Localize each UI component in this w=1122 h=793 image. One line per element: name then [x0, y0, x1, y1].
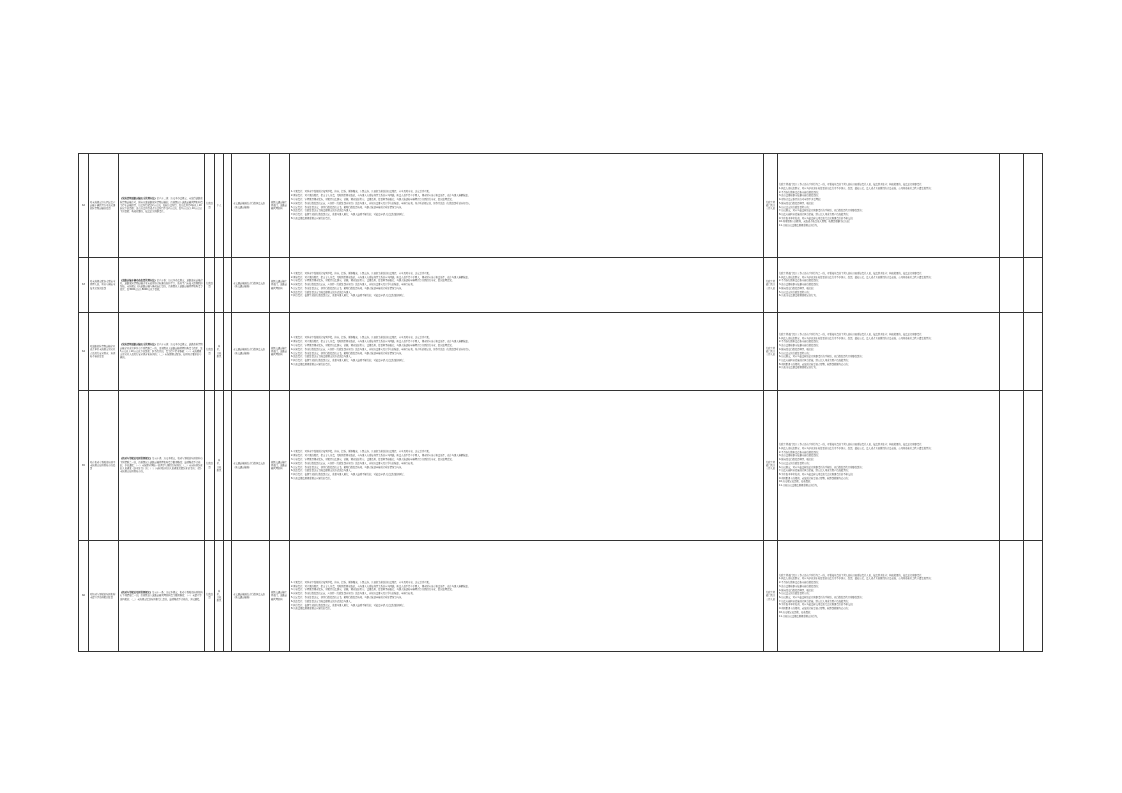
item-name: 对在机动车驾驶员培训中未按规定使用教练车的处罚 [89, 391, 119, 541]
accountability-item: 4.擅自改变行政处罚种类、幅度的； [779, 286, 816, 290]
basis-text: 第五十一条：违反本规定，机动车驾驶员培训机构有下列情形之一的，由县级以上道路运输管理机构责令限期整改：（一）未建立学员档案的；（二）未按规定报送培训相关信息的。逾期整改不合格的，予以通报。 [120, 591, 203, 601]
responsibility-item: 5.决定责任：作出处罚决定，制作行政处罚决定书，载明行政处罚告知、当事人陈述申辩或者听证情况等内容。 [291, 465, 404, 469]
power-type: 行政处罚 [205, 391, 215, 541]
accountability-item: 9.利用职务上的便利，索取或者收受他人财物、收缴罚款据为己有的； [779, 607, 851, 611]
responsibility-item: 8.其他法律法规规章规定应履行的责任。 [291, 362, 333, 366]
exercise-level [224, 313, 232, 391]
exercise-level [224, 391, 232, 541]
accountability-item: 6.违反规定，对应当依法移送追究刑事责任的不移送，以行政处罚代替刑事处罚的； [779, 465, 864, 469]
accountability-item: 2.不具备行政执法资格实施行政处罚的； [779, 190, 821, 194]
power-list-table [78, 153, 1043, 652]
basis-title: 《危险货物道路运输安全管理办法》 [120, 197, 157, 201]
row-number: 63 [79, 258, 89, 313]
accountability-subject: 行政主管部门及其工作人员 [764, 313, 778, 391]
remarks-cell [1000, 313, 1024, 391]
row-number: 64 [79, 313, 89, 391]
accountability-list [778, 313, 1000, 391]
accountability-subject: 行政主管部门及其工作人员 [764, 154, 778, 258]
legal-basis [119, 258, 205, 313]
accountability-item: 8.利用职务上的便利，索取或者收受他人财物、收缴罚款据为己有的； [779, 362, 851, 366]
item-name: 对道路危险货物运输企业或者单位未按规定对从业人员进行安全教育、培训和考核的处罚 [89, 313, 119, 391]
basis-title: 《机动车驾驶员培训管理规定》 [120, 457, 153, 461]
responsibility-item: 2.调查责任：对立案的案件，指定专人负责，及时组织调查取证，与当事人有直接利害关系的应当回避。执法人员不得少于两人，调查时应出示执法证件，允许当事人辩解陈述。 [291, 275, 471, 279]
accountability-item: 3.没有法律和事实依据实施行政处罚的； [779, 344, 821, 348]
accountability-item: 8.违法实施检查措施或者执行措施，给公民人身或者财产造成损害的； [779, 212, 851, 216]
responsibility-item: 6.送达责任：行政处罚决定书按法律规定的方式送达当事人。 [291, 469, 353, 473]
accountability-item: 10.违反规定乱罚款、乱收费的； [779, 480, 813, 484]
legal-basis [119, 313, 205, 391]
accountability-list [778, 154, 1000, 258]
row-number: 62 [79, 154, 89, 258]
accountability-item: 9.利用职务上的便利，索取或者收受他人财物、收缴罚款据为己有的； [779, 476, 851, 480]
responsibility-item: 1.立案责任：对检查中发现或者接到举报、控告、投诉、媒体曝光、上级交办、其他机关移送的违法案件，应当及时审查，决定是否立案。 [291, 271, 432, 275]
responsibility-item: 7.执行责任：依照生效的行政处罚决定，监督当事人履行，当事人逾期不履行的，可依法申请人民法院强制执行。 [291, 473, 406, 477]
responsibility-item: 4.告知责任：作出行政处罚决定前，应制作《行政处罚告知书》送达当事人，告知违法事实及其享有的陈述、申辩等权利。 [291, 283, 415, 287]
extra-cell [1024, 258, 1043, 313]
power-type: 行政处罚 [205, 313, 215, 391]
target-subject: 单位、其他组织 [215, 391, 224, 541]
legal-basis [119, 541, 205, 652]
accountability-item: 8.为牟取本单位私利，对应当依法移交司法机关追究刑事责任的不移交的； [779, 472, 855, 476]
target-subject: 单位、其他组织 [215, 313, 224, 391]
accountability-item: 5.擅自改变行政处罚种类、幅度的； [779, 201, 816, 205]
accountability-item: 1.执法人员玩忽职守，对应当予以制止和处罚的违法行为不予制止、处罚，致使公民、法人或者其他组织的合法权益、公共利益和社会秩序遭受损害的； [779, 446, 933, 450]
responsibility-item: 6.送达责任：行政处罚决定书按法律规定的方式送达当事人。 [291, 355, 353, 359]
target-subject [215, 258, 224, 313]
responsibility-item: 3.审查责任：审理案件调查报告，对案件违法事实、证据、调查取证程序、法律适用、处罚种类和幅度、当事人陈述和申辩理由等方面进行审查，提出处理意见。 [291, 457, 454, 461]
accountability-item: 5.违反法定的行政处罚程序的； [779, 351, 812, 355]
responsibility-item: 6.送达责任：行政处罚决定书按法律规定的方式送达当事人。 [291, 290, 353, 294]
implementing-department: 市交通运输局综合行政执法支队（县交通运输局） [232, 258, 270, 313]
accountability-list [778, 541, 1000, 652]
accountability-item: 9.其他违反法律法规规章规定的行为。 [779, 366, 818, 370]
basis-title: 《道路运输车辆动态监督管理办法》 [120, 278, 157, 282]
implementing-department: 市交通运输局综合行政执法支队（县交通运输局） [232, 541, 270, 652]
basis-text: 第六十条：违反本办法规定，道路旅客运输企业、道路危险货物运输企业未使用符合标准的监控平台、监控平台未接入联网联控系统、未按规定上传道路运输车辆动态信息的，由县级以上道路运输管理机构责令改正，处3000元以上8000元以下罚款。 [120, 278, 203, 292]
basis-title: 《机动车驾驶员培训管理规定》 [120, 591, 153, 595]
accountability-item: 6.违反规定，对应当依法移送追究刑事责任的不移送，以行政处罚代替刑事处罚的； [779, 355, 864, 359]
item-name: 对机动车驾驶员培训机构未建立学员档案的处罚 [89, 541, 119, 652]
responsibility-list [290, 391, 764, 541]
power-type: 行政处罚 [205, 154, 215, 258]
implementing-department: 市交通运输局综合行政执法支队（县交通运输局） [232, 313, 270, 391]
accountability-item: 3.没有法律和事实依据实施行政处罚的； [779, 194, 821, 198]
responsibility-item: 1.立案责任：对检查中发现或者接到举报、控告、投诉、媒体曝光、上级交办、其他机关移送的违法案件，应当及时审查，决定是否立案。 [291, 336, 432, 340]
accountability-item: 8.为牟取本单位私利，对应当依法移交司法机关追究刑事责任的不移交的； [779, 603, 855, 607]
accountability-list [778, 258, 1000, 313]
responsibility-item: 7.执行责任：依照生效的行政处罚决定，监督当事人履行，当事人逾期不履行的，可依法申请人民法院强制执行。 [291, 294, 406, 298]
accountability-item: 7.违法实施检查措施或者执行措施，给公民人身或者财产造成损害的； [779, 599, 851, 603]
responsibility-item: 4.告知责任：作出行政处罚决定前，应制作《行政处罚告知书》送达当事人，告知违法事实及其享有的陈述、申辩等权利。符合听证规定的，制作并送达《行政处罚听证告知书》。 [291, 347, 472, 351]
responsibility-item: 1.立案责任：对检查中发现或者接到举报、控告、投诉、媒体曝光、上级交办、其他机关移送的违法案件，应当及时审查，决定是否立案。 [291, 190, 432, 194]
accountability-item: 行政主管部门及其工作人员有下列行为之一的，对直接负责的主管人员和其他直接责任人员，依法给予处分；构成犯罪的，依法追究刑事责任： [779, 332, 924, 336]
basis-text: 第五十条：违反本规定，机动车驾驶员培训机构有下列情形之一的，由县级以上道路运输管理机构责令限期整改；逾期整改不合格的，予以通报：（一）未按照全国统一的教学大纲进行培训的；（二）未向培训结业的人员颁发《结业证书》的；（三）向培训结业的人员颁发虚假结业证书的；（四）未按规定使用教练车的。 [120, 457, 203, 474]
extra-cell [1024, 313, 1043, 391]
responsibility-item: 7.执行责任：依照生效的行政处罚决定，监督当事人履行，当事人逾期不履行的，可依法申请人民法院强制执行。 [291, 359, 406, 363]
responsibility-item: 7.执行责任：依照生效的行政处罚决定，监督当事人履行，当事人逾期不履行的，可依法申请人民法院强制执行。 [291, 603, 406, 607]
remarks-cell [1000, 258, 1024, 313]
accountability-item: 行政主管部门及其工作人员有下列行为之一的，对直接负责的主管人员和其他直接责任人员，依法给予处分；构成犯罪的，依法追究刑事责任： [779, 272, 924, 276]
accountability-item: 7.违反规定，对应当依法移送追究刑事责任的不移送，以行政处罚代替刑事处罚的； [779, 209, 864, 213]
remarks-cell [1000, 154, 1024, 258]
extra-cell [1024, 541, 1043, 652]
accountability-item: 6.其他违反法律法规规章规定的行为。 [779, 294, 818, 298]
accountability-item: 2.不具备行政执法资格实施行政处罚的； [779, 581, 821, 585]
accountability-item: 10.利用职务上的便利，索取或者收受他人财物、收缴罚款据为己有的； [779, 220, 852, 224]
accountability-item: 3.没有法律和事实依据实施行政处罚的； [779, 283, 821, 287]
accountability-item: 5.违反法定的行政处罚程序的； [779, 592, 812, 596]
item-name: 对未按规定配备专职安全管理人员、检查车辆安全技术状况的处罚 [89, 258, 119, 313]
responsibility-item: 5.决定责任：作出处罚决定，制作行政处罚决定书，载明行政处罚告知、当事人陈述申辩或者听证情况等内容。 [291, 286, 404, 290]
exercise-level [224, 541, 232, 652]
responsibility-item: 4.告知责任：作出行政处罚决定前，应制作《行政处罚告知书》送达当事人，告知违法事实及其享有的陈述、申辩等权利。 [291, 592, 415, 596]
responsibility-list [290, 313, 764, 391]
extra-cell [1024, 154, 1043, 258]
basis-title: 《危险货物道路运输安全管理办法》 [120, 343, 157, 347]
responsibility-item: 3.审查责任：审理案件调查报告，对案件违法事实、证据、调查取证程序、法律适用、处罚种类和幅度、当事人陈述和申辩理由等方面进行审查，提出处理意见。 [291, 279, 454, 283]
responsibility-item: 8.其他法律法规规章规定应履行的责任。 [291, 607, 333, 611]
basis-text: 第六十二条：违反本办法规定，未取得道路危险货物运输许可，擅自从事道路危险货物运输的，由县级以上道路运输管理机构责令停止运输经营，违法所得超过2万元的，没收违法所得，处违法所得2倍以上10倍以下的罚款；没有违法所得或者违法所得不足2万元的，处3万元以上10万元以下的罚款；构成犯罪的，依法追究刑事责任。 [120, 197, 203, 214]
accountability-item: 4.对符合法定条件的许可申请不予受理的； [779, 198, 823, 202]
responsible-subject: 县级交通运输主管部门、道路运输管理机构 [270, 391, 290, 541]
accountability-item: 行政主管部门及其工作人员有下列行为之一的，对直接负责的主管人员和其他直接责任人员，依法给予处分；构成犯罪的，依法追究刑事责任： [779, 183, 924, 187]
accountability-item: 7.违法实施检查措施或者执行措施，给公民人身或者财产造成损害的； [779, 469, 851, 473]
implementing-department: 市交通运输局综合行政执法支队（县交通运输局） [232, 391, 270, 541]
implementing-department: 市交通运输局综合行政执法支队（县交通运输局） [232, 154, 270, 258]
target-subject: 单位、其他组织 [215, 541, 224, 652]
responsibility-item: 5.决定责任：作出处罚决定，制作行政处罚决定书，载明行政处罚告知、当事人陈述申辩或者听证情况等内容。 [291, 351, 404, 355]
responsibility-item: 2.调查责任：对立案的案件，指定专人负责，及时组织调查取证，与当事人有直接利害关系的应当回避。执法人员不得少于两人，调查时应出示执法证件，允许当事人辩解陈述。 [291, 194, 471, 198]
legal-basis [119, 391, 205, 541]
responsible-subject: 县级交通运输主管部门、道路运输管理机构 [270, 541, 290, 652]
responsibility-item: 2.调查责任：对立案的案件，指定专人负责，及时组织调查取证，与当事人有直接利害关系的应当回避。执法人员不得少于两人，调查时应出示执法证件，允许当事人辩解陈述。 [291, 340, 471, 344]
responsibility-item: 6.送达责任：行政处罚决定书按法律规定的方式送达当事人。 [291, 209, 353, 213]
basis-text: 第六十五条：违反本办法规定，道路危险货物运输企业或者单位有下列情形之一的，由县级以上道路运输管理机构责令改正，处5万元以上10万元以下的罚款；拒不改正的，责令停产停业整顿：（一）未按照规定对从业人员进行安全教育和培训的；（二）未按照规定配备、使用符合要求的车辆的。 [120, 343, 203, 360]
accountability-item: 1.执法人员玩忽职守，对应当予以制止和处罚的违法行为不予制止、处罚，致使公民、法人或者其他组织的合法权益、公共利益和社会秩序遭受损害的； [779, 336, 933, 340]
accountability-item: 3.没有法律和事实依据实施行政处罚的； [779, 454, 821, 458]
responsibility-list [290, 258, 764, 313]
accountability-item: 行政主管部门及其工作人员有下列行为之一的，对直接负责的主管人员和其他直接责任人员，依法给予处分；构成犯罪的，依法追究刑事责任： [779, 573, 924, 577]
responsibility-item: 8.其他法律法规规章规定应履行的责任。 [291, 216, 333, 220]
accountability-item: 4.擅自改变行政处罚种类、幅度的； [779, 458, 816, 462]
accountability-item: 4.擅自改变行政处罚种类、幅度的； [779, 347, 816, 351]
table-row [79, 541, 1043, 652]
responsibility-item: 5.决定责任：作出处罚决定，制作行政处罚决定书，载明行政处罚告知、当事人陈述申辩或者听证情况等内容。 [291, 205, 404, 209]
responsibility-item: 3.审查责任：审理案件调查报告，对案件违法事实、证据、调查取证程序、法律适用、处罚种类和幅度、当事人陈述和申辩理由等方面进行审查，提出处理意见。 [291, 588, 454, 592]
responsibility-item: 1.立案责任：对检查中发现或者接到举报、控告、投诉、媒体曝光、上级交办、其他机关移送的违法案件，应当及时审查，决定是否立案。 [291, 450, 432, 454]
accountability-item: 2.不具备行政执法资格实施行政处罚的； [779, 450, 821, 454]
responsibility-item: 5.决定责任：作出处罚决定，制作行政处罚决定书，载明行政处罚告知、当事人陈述申辩或者听证情况等内容。 [291, 596, 404, 599]
accountability-item: 4.擅自改变行政处罚种类、幅度的； [779, 588, 816, 592]
responsible-subject: 县级交通运输主管部门、道路运输管理机构 [270, 258, 290, 313]
table-row [79, 258, 1043, 313]
accountability-item: 3.没有法律和事实依据实施行政处罚的； [779, 584, 821, 588]
accountability-item: 5.违反法定的行政处罚程序的； [779, 461, 812, 465]
accountability-subject: 行政主管部门及其工作人员 [764, 541, 778, 652]
accountability-item: 11.其他违反法律法规规章规定的行为。 [779, 614, 820, 618]
accountability-item: 5.违反法定的行政处罚程序的； [779, 290, 812, 294]
table-row [79, 313, 1043, 391]
extra-cell [1024, 391, 1043, 541]
responsibility-item: 1.立案责任：对检查中发现或者接到举报、控告、投诉、媒体曝光、上级交办、其他机关移送的违法案件，应当及时审查，决定是否立案。 [291, 580, 432, 584]
table-row [79, 154, 1043, 258]
responsibility-list [290, 541, 764, 652]
responsible-subject: 县级交通运输主管部门、道路运输管理机构 [270, 154, 290, 258]
responsibility-item: 4.告知责任：作出行政处罚决定前，应制作《行政处罚告知书》送达当事人，告知违法事实及其享有的陈述、申辩等权利。 [291, 461, 415, 465]
power-type: 行政处罚 [205, 541, 215, 652]
responsibility-item: 8.其他法律法规规章规定应履行的责任。 [291, 476, 333, 480]
accountability-item: 11.其他违反法律法规规章规定的行为。 [779, 484, 820, 488]
power-type: 行政处罚 [205, 258, 215, 313]
responsibility-item: 3.审查责任：审理案件调查报告，对案件违法事实、证据、调查取证程序、法律适用、处罚种类和幅度、当事人陈述和申辩理由等方面进行审查，提出处理意见。 [291, 343, 454, 347]
responsibility-item: 3.审查责任：审理案件调查报告，对案件违法事实、证据、调查取证程序、法律适用、处罚种类和幅度、当事人陈述和申辩理由等方面进行审查，提出处理意见。 [291, 197, 454, 201]
row-number: 65 [79, 391, 89, 541]
accountability-item: 1.执法人员玩忽职守，对应当予以制止和处罚的违法行为不予制止、处罚，致使公民、法人或者其他组织的合法权益、公共利益和社会秩序遭受损害的； [779, 577, 933, 581]
accountability-item: 2.不具备行政执法资格实施行政处罚的； [779, 340, 821, 344]
responsibility-list [290, 154, 764, 258]
item-name: 对未按规定持有固定资产运输车辆经营许可而从事危险货物运输的处罚 [89, 154, 119, 258]
remarks-cell [1000, 391, 1024, 541]
accountability-item: 10.违反规定乱罚款、乱收费的； [779, 610, 813, 614]
accountability-item: 7.违法实施检查措施或者执行措施，给公民人身或者财产造成损害的； [779, 358, 851, 362]
responsibility-item: 2.调查责任：对立案的案件，指定专人负责，及时组织调查取证，与当事人有直接利害关系的应当回避。执法人员不得少于两人，调查时应出示执法证件，允许当事人辩解陈述。 [291, 454, 471, 458]
responsibility-item: 7.执行责任：依照生效的行政处罚决定，监督当事人履行，当事人逾期不履行的，可依法申请人民法院强制执行。 [291, 213, 406, 217]
accountability-item: 11.其他违反法律法规规章规定的行为。 [779, 224, 820, 228]
responsibility-item: 4.告知责任：作出行政处罚决定前，应制作《行政处罚告知书》送达当事人，告知违法事实及其享有的陈述、申辩等权利。符合听证规定的，制作并送达《行政处罚听证告知书》。 [291, 201, 472, 205]
remarks-cell [1000, 541, 1024, 652]
target-subject: 个人 [215, 154, 224, 258]
exercise-level [224, 154, 232, 258]
accountability-item: 2.不具备行政执法资格实施行政处罚的； [779, 279, 821, 283]
accountability-item: 1.执法人员玩忽职守，对应当予以制止和处罚的违法行为不予制止、处罚，致使公民、法人或者其他组织的合法权益、公共利益和社会秩序遭受损害的； [779, 186, 933, 190]
accountability-item: 9.为牟取本单位私利，对应当依法移交司法机关追究刑事责任的不移交的； [779, 216, 855, 220]
accountability-item: 行政主管部门及其工作人员有下列行为之一的，对直接负责的主管人员和其他直接责任人员，依法给予处分；构成犯罪的，依法追究刑事责任： [779, 443, 924, 447]
row-number: 66 [79, 541, 89, 652]
responsibility-item: 6.送达责任：行政处罚决定书按法律规定的方式送达当事人。 [291, 599, 353, 603]
accountability-list [778, 391, 1000, 541]
accountability-subject: 行政主管部门及其工作人员 [764, 258, 778, 313]
accountability-item: 6.违反法定的行政处罚程序的； [779, 205, 812, 209]
accountability-subject: 行政主管部门及其工作人员 [764, 391, 778, 541]
responsible-subject: 县级交通运输主管部门、道路运输管理机构 [270, 313, 290, 391]
accountability-item: 1.执法人员玩忽职守，对应当予以制止和处罚的违法行为不予制止、处罚，致使公民、法人或者其他组织的合法权益、公共利益和社会秩序遭受损害的； [779, 275, 933, 279]
legal-basis [119, 154, 205, 258]
accountability-item: 6.违反规定，对应当依法移送追究刑事责任的不移送，以行政处罚代替刑事处罚的； [779, 596, 864, 599]
table-row [79, 391, 1043, 541]
responsibility-item: 2.调查责任：对立案的案件，指定专人负责，及时组织调查取证，与当事人有直接利害关系的应当回避。执法人员不得少于两人，调查时应出示执法证件，允许当事人辩解陈述。 [291, 584, 471, 588]
exercise-level [224, 258, 232, 313]
